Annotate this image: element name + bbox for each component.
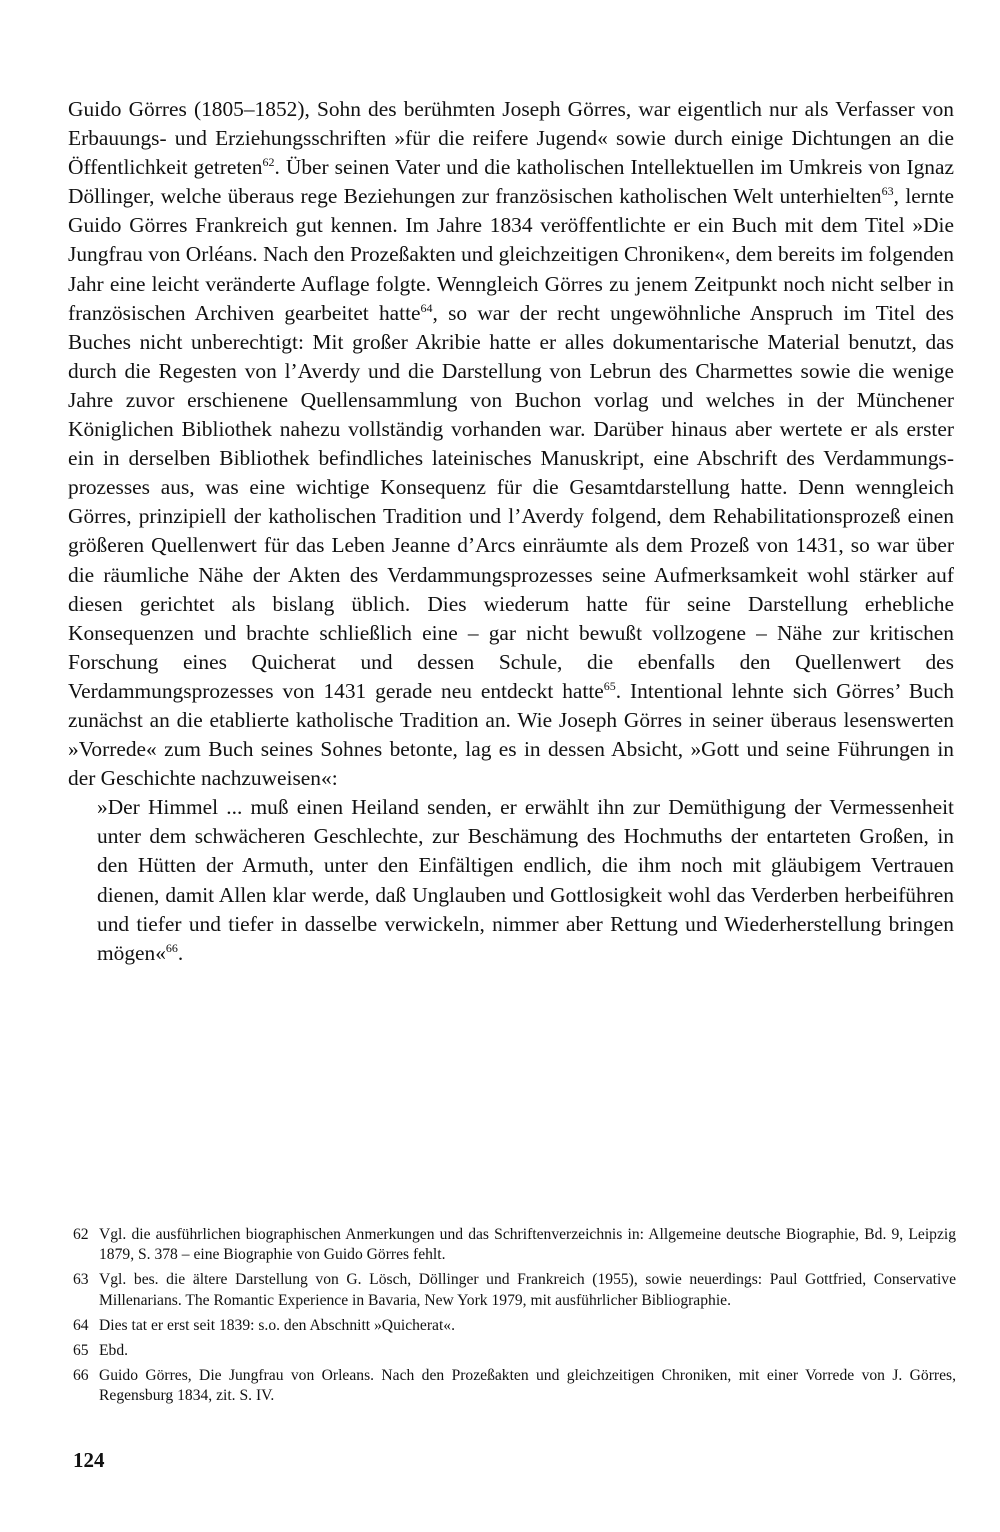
footnote-text: Vgl. die ausführlichen biographischen Anmerkungen und das Schriftenverzeichnis in: Allgemeine deutsche Biographie, Bd. 9, Leipzig 1879, S. 378 – eine Biographie von Guido Görres fehlt. (99, 1226, 956, 1264)
block-quote (68, 793, 954, 968)
footnote-number: 65 (73, 1342, 89, 1360)
footnote-number: 62 (73, 1226, 89, 1243)
footnote-65 (73, 1341, 956, 1361)
paragraph-text: , so war der recht ungewöhnliche Anspruch im Titel des Buches nicht unberechtigt: Mit großer Akribie hatte er alles dokumentarische Material benutzt, das durch die Regesten von l’Averdy und die Darstellung von Lebrun des Charmettes sowie die wenige Jahre zuvor erschienene Quellensammlung von Buchon vorlag und welches in der Münchener Königlichen Bibliothek nahezu vollständig vorhanden war. Darüber hinaus aber wertete er als erster ein in derselben Bibliothek befindliches lateinisches Manuskript, eine Abschrift des Verdammungsprozesses aus, was eine wichtige Konsequenz für die Gesamtdarstellung hatte. Denn wenngleich Görres, prinzipiell der katholischen Tradition und l’Averdy folgend, dem Rehabilitationsprozeß einen größeren Quellenwert für das Leben Jeanne d’Arcs einräumte als dem Prozeß von 1431, so war über die räumliche Nähe der Akten des Verdammungsprozesses seine Aufmerksamkeit wohl stärker auf diesen gerichtet als bislang üblich. Dies wiederum hatte für seine Darstellung erhebliche Konsequenzen und brachte schließlich eine – gar nicht bewußt vollzogene – Nähe zur kritischen Forschung eines Quicherat und dessen Schule, die ebenfalls den Quellenwert des Verdammungsprozesses von 1431 gerade neu entdeckt hatte (68, 300, 954, 703)
quote-text: . (177, 940, 184, 965)
footnote-number: 66 (73, 1367, 89, 1385)
footnote-ref-63: 63 (881, 184, 894, 199)
footnote-text: Guido Görres, Die Jungfrau von Orleans. Nach den Prozeßakten und gleichzeitigen Chroniken, mit einer Vorrede von J. Görres, Regensburg 1834, zit. S. IV. (99, 1367, 956, 1405)
footnote-text: Dies tat er erst seit 1839: s.o. den Abschnitt »Quicherat«. (99, 1316, 455, 1334)
footnotes (73, 1225, 956, 1412)
footnote-ref-64: 64 (420, 300, 433, 315)
paragraph-text: Guido Görres (1805–1852), Sohn des berühmten Joseph Görres, war eigentlich nur als Verfasser von Erbauungs- und Erziehungsschriften »für die reifere Jugend« sowie durch einige Dichtungen an die Öffentlichkeit getreten (68, 97, 954, 180)
footnote-62 (73, 1225, 956, 1265)
footnote-number: 63 (73, 1271, 89, 1289)
footnote-63 (73, 1270, 956, 1310)
footnote-ref-66: 66 (165, 940, 178, 955)
footnote-text: Vgl. bes. die ältere Darstellung von G. Lösch, Döllinger und Frankreich (1955), sowie neuerdings: Paul Gottfried, Conservative Millenarians. The Romantic Experience in Bavaria, New York 1979, mit ausführlicher Bibliographie. (99, 1271, 956, 1309)
footnote-ref-62: 62 (262, 155, 275, 170)
quote-text: »Der Himmel ... muß einen Heiland senden, er erwählt ihn zur Demüthigung der Vermessenheit unter dem schwächeren Geschlechte, zur Beschämung des Hochmuths der entarteten Großen, in den Hütten der Armuth, unter den Einfältigen endlich, die ihm noch mit gläubigem Vertrauen dienen, damit Allen klar werde, daß Unglauben und Gottlosigkeit wohl das Verderben herbeiführen und tiefer und tiefer in dasselbe verwickeln, nimmer aber Rettung und Wiederherstellung bringen mögen« (97, 795, 954, 965)
footnote-text: Ebd. (99, 1342, 129, 1360)
main-text (68, 95, 954, 968)
footnote-ref-65: 65 (603, 678, 616, 693)
footnote-66 (73, 1366, 956, 1406)
page-number: 124 (73, 1448, 105, 1472)
paragraph-text: , lernte Guido Görres Frankreich gut kennen. Im Jahre 1834 veröffentlichte er ein Buch mit dem Titel »Die Jungfrau von Orléans. Nach den Prozeßakten und gleichzeitigen Chroniken«, dem bereits im folgenden Jahr eine leicht veränderte Auflage folgte. Wenngleich Görres zu jenem Zeitpunkt noch nicht selber in französischen Archiven gearbeitet hatte (68, 184, 955, 325)
paragraph-text: . Intentional lehnte sich Görres’ Buch zunächst an die etablierte katholische Tradition an. Wie Joseph Görres in seiner überaus lesenswerten »Vorrede« zum Buch seines Sohnes betonte, lag es in dessen Absicht, »Gott und seine Führungen in der Geschichte nachzuweisen«: (68, 678, 954, 791)
body-paragraph (68, 95, 954, 793)
footnote-64 (73, 1316, 956, 1336)
paragraph-text: . Über seinen Vater und die katholischen Intellektuellen im Umkreis von Ignaz Döllinger, welche überaus rege Beziehungen zur französischen katholischen Welt unterhielten (68, 155, 954, 209)
footnote-number: 64 (73, 1316, 89, 1334)
